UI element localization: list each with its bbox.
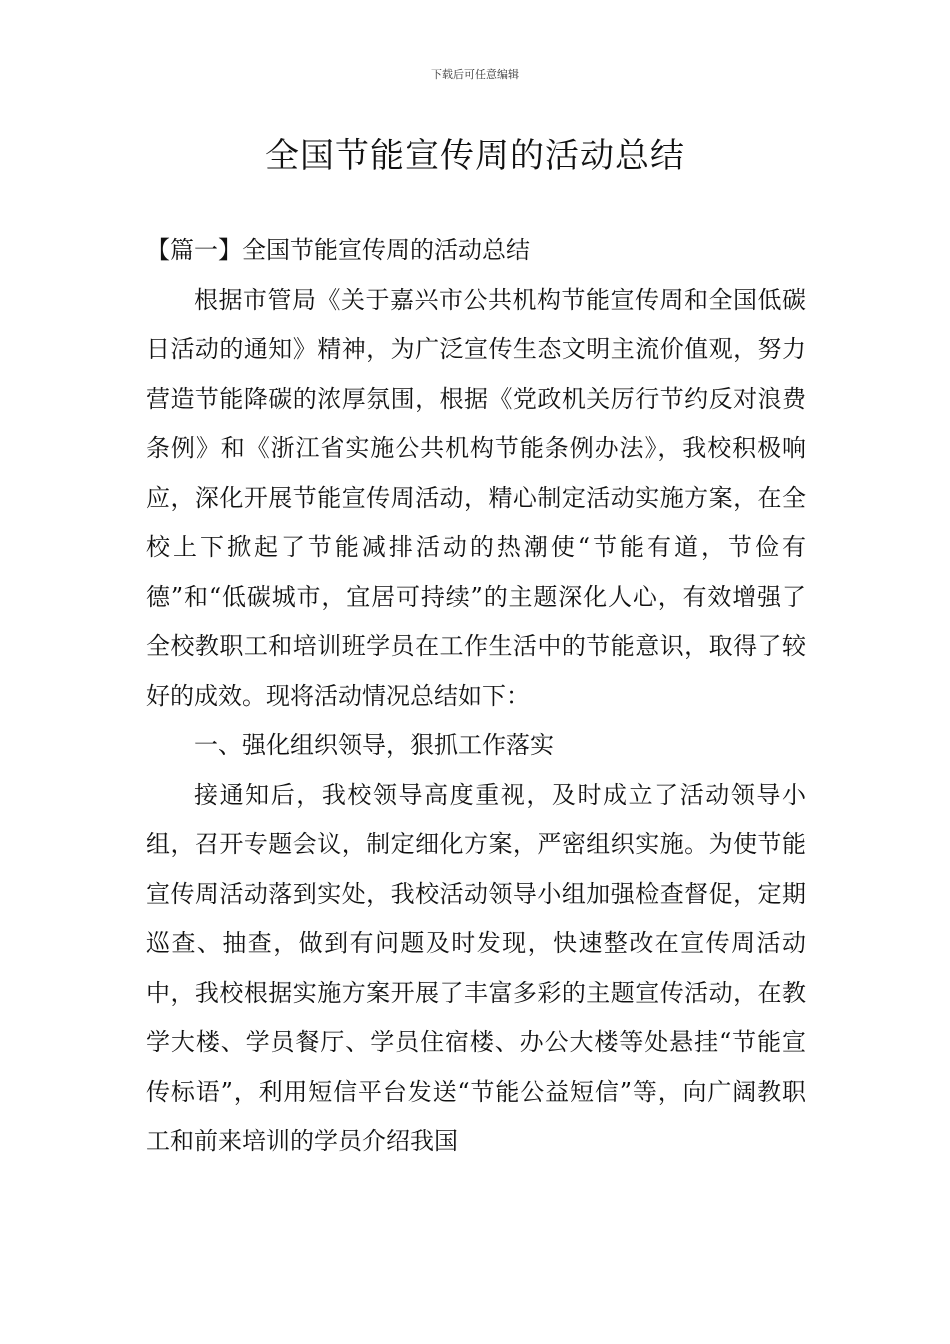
subsection-heading: 一、强化组织领导，狠抓工作落实 — [194, 731, 554, 759]
body-paragraph: 接通知后，我校领导高度重视，及时成立了活动领导小组，召开专题会议，制定细化方案，严密组织实施。为使节能宣传周活动落到实处，我校活动领导小组加强检查督促，定期巡查、抽查，做到有问题及时发现，快速整改在宣传周活动中，我校根据实施方案开展了丰富多彩的主题宣传活动，在教学大楼、学员餐厅、学员住宿楼、办公大楼等处悬挂“节能宣传标语”，利用短信平台发送“节能公益短信”等，向广阔教职工和前来培训的学员介绍我国 — [146, 780, 806, 1155]
section-title: 【篇一】全国节能宣传周的活动总结 — [146, 236, 530, 264]
document-title: 全国节能宣传周的活动总结 — [265, 136, 685, 176]
document-body — [146, 226, 806, 1167]
header-note: 下载后可任意编辑 — [431, 68, 519, 81]
body-paragraph: 根据市管局《关于嘉兴市公共机构节能宣传周和全国低碳日活动的通知》精神，为广泛宣传生态文明主流价值观，努力营造节能降碳的浓厚氛围，根据《党政机关厉行节约反对浪费条例》和《浙江省实施公共机构节能条例办法》，我校积极响应，深化开展节能宣传周活动，精心制定活动实施方案，在全校上下掀起了节能减排活动的热潮使“节能有道，节俭有德”和“低碳城市，宜居可持续”的主题深化人心，有效增强了全校教职工和培训班学员在工作生活中的节能意识，取得了较好的成效。现将活动情况总结如下： — [146, 285, 806, 710]
